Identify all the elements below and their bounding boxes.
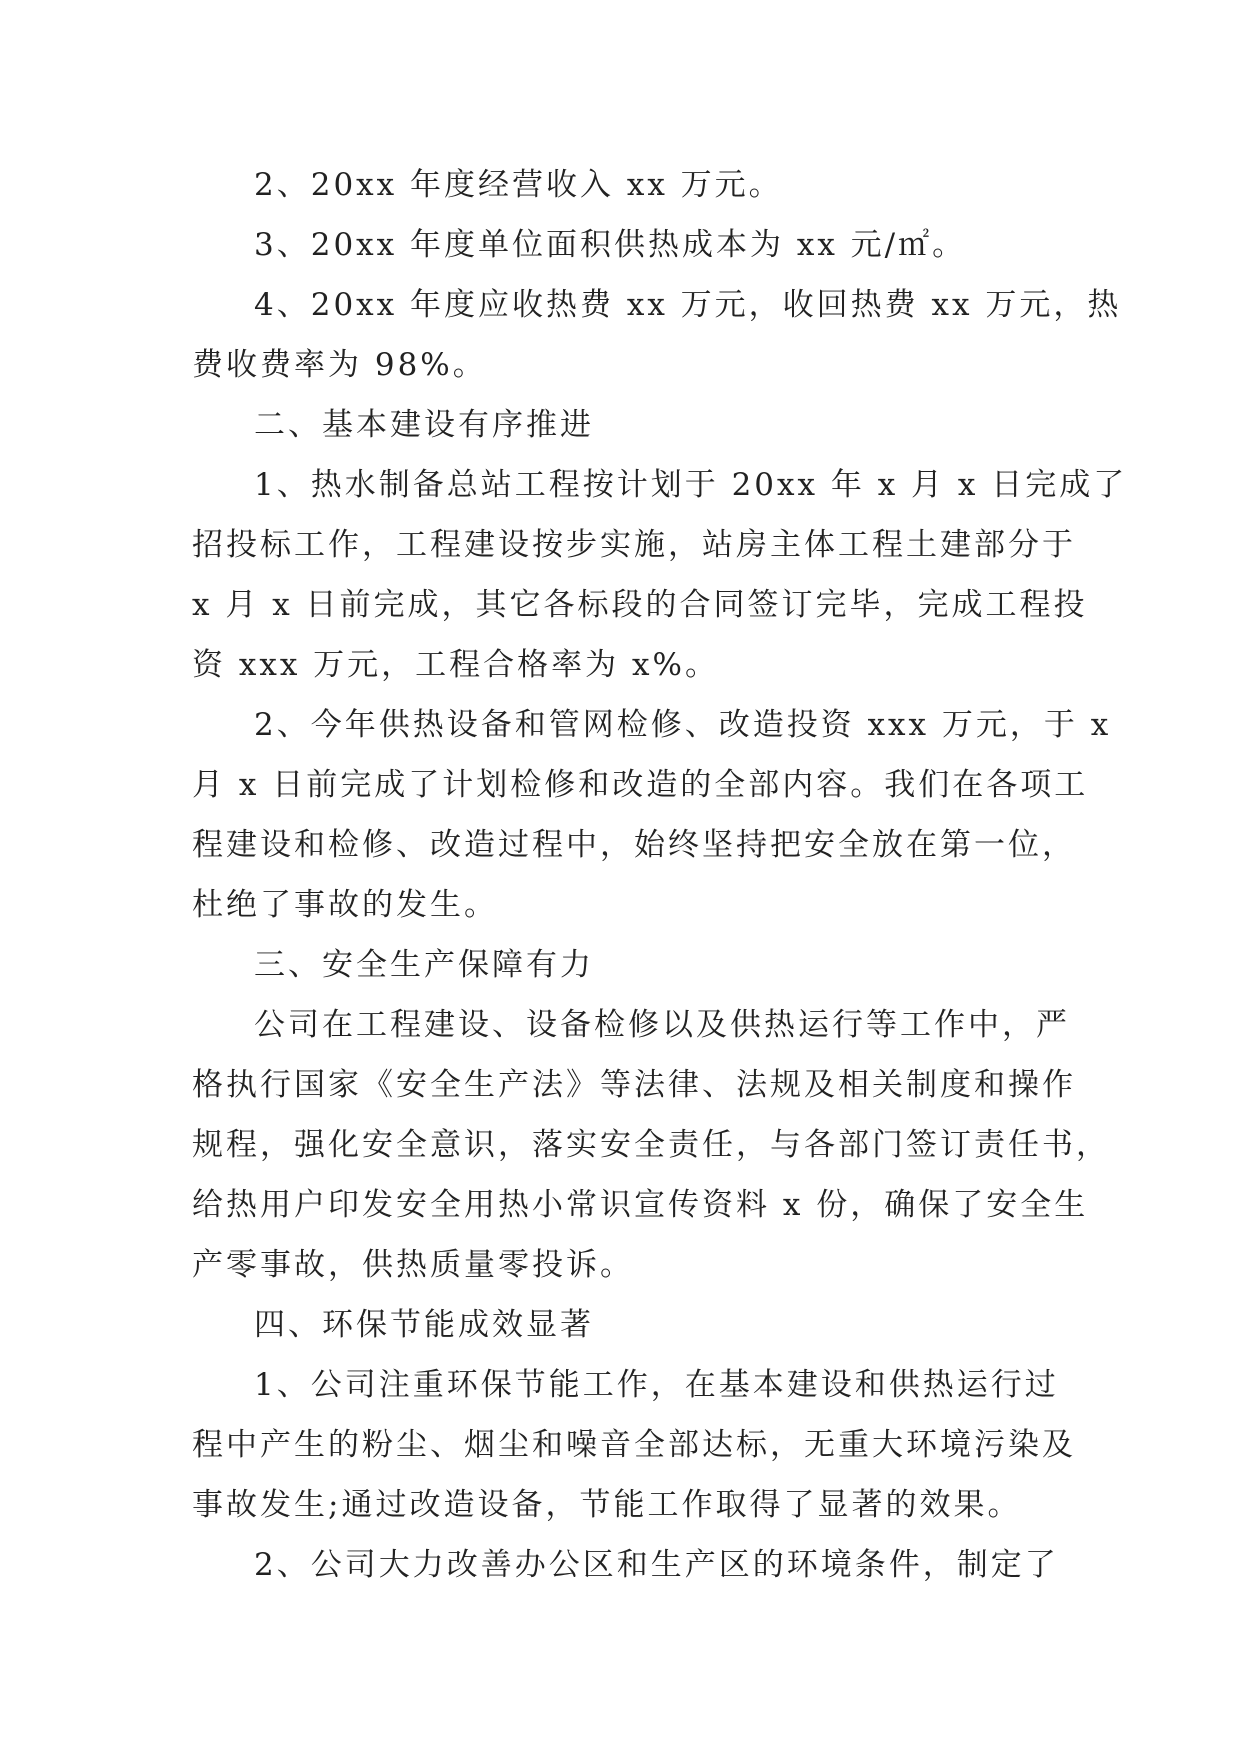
section-heading: 三、安全生产保障有力 (254, 947, 594, 983)
text-line: 费收费率为 98%。 (192, 347, 487, 383)
text-line: 招投标工作，工程建设按步实施，站房主体工程土建部分于 (192, 527, 1076, 563)
text-line: 给热用户印发安全用热小常识宣传资料 x 份，确保了安全生 (192, 1187, 1089, 1223)
text-line: 杜绝了事故的发生。 (192, 887, 498, 923)
text-line: 公司在工程建设、设备检修以及供热运行等工作中，严 (254, 1007, 1070, 1043)
text-line: x 月 x 日前完成，其它各标段的合同签订完毕，完成工程投 (192, 587, 1088, 623)
text-line: 产零事故，供热质量零投诉。 (192, 1247, 634, 1283)
text-line: 4、20xx 年度应收热费 xx 万元，收回热费 xx 万元，热 (254, 287, 1122, 323)
text-line: 事故发生;通过改造设备，节能工作取得了显著的效果。 (192, 1487, 1022, 1523)
text-line: 2、20xx 年度经营收入 xx 万元。 (254, 167, 783, 203)
text-line: 2、今年供热设备和管网检修、改造投资 xxx 万元，于 x (254, 707, 1112, 743)
text-line: 资 xxx 万元，工程合格率为 x%。 (192, 647, 719, 683)
section-heading: 四、环保节能成效显著 (254, 1307, 594, 1343)
section-heading: 二、基本建设有序推进 (254, 407, 594, 443)
text-line: 1、热水制备总站工程按计划于 20xx 年 x 月 x 日完成了 (254, 467, 1128, 503)
text-line: 月 x 日前完成了计划检修和改造的全部内容。我们在各项工 (192, 767, 1089, 803)
text-line: 规程，强化安全意识，落实安全责任，与各部门签订责任书， (192, 1127, 1110, 1163)
text-line: 程建设和检修、改造过程中，始终坚持把安全放在第一位， (192, 827, 1076, 863)
text-line: 格执行国家《安全生产法》等法律、法规及相关制度和操作 (192, 1067, 1076, 1103)
text-line: 2、公司大力改善办公区和生产区的环境条件，制定了 (254, 1547, 1059, 1583)
text-line: 1、公司注重环保节能工作，在基本建设和供热运行过 (254, 1367, 1059, 1403)
text-line: 程中产生的粉尘、烟尘和噪音全部达标，无重大环境污染及 (192, 1427, 1076, 1463)
text-line: 3、20xx 年度单位面积供热成本为 xx 元/㎡。 (254, 227, 967, 263)
